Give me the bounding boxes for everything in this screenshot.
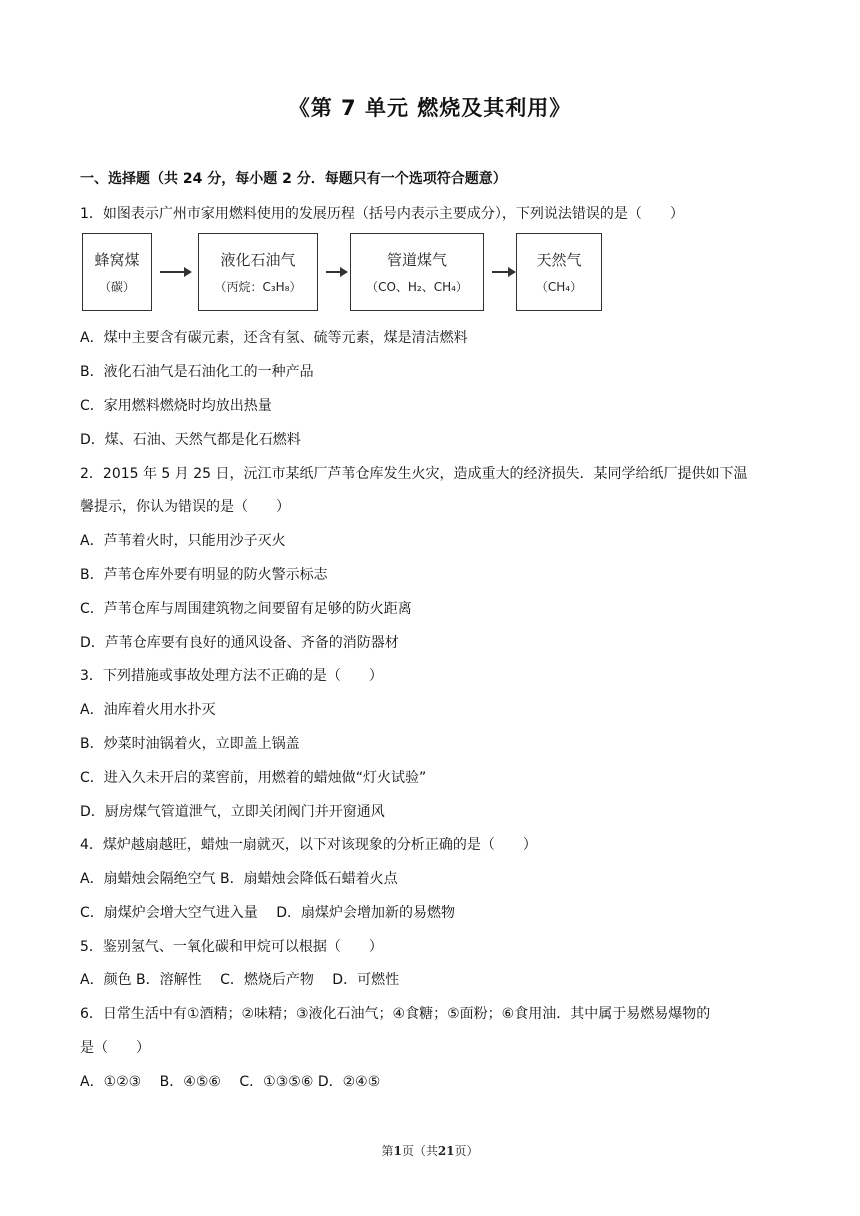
- diagram-box-name: 管道煤气: [386, 251, 447, 269]
- diagram-box-sub: （CH₄）: [535, 280, 583, 294]
- page-title: 《第 7 单元 燃烧及其利用》: [288, 96, 572, 120]
- q6-stem-line1: 6．日常生活中有①酒精；②味精；③液化石油气；④食糖；⑤面粉；⑥食用油．其中属于易燃易爆物的: [80, 1006, 711, 1022]
- diagram-box-sub: （丙烷：C₃H₈）: [214, 280, 302, 294]
- q6-options-row: A．①②③ B．④⑤⑥ C．①③⑤⑥ D．②④⑤: [80, 1074, 381, 1090]
- q3-stem: 3．下列措施或事故处理方法不正确的是（ ）: [80, 668, 383, 684]
- q5-options-row: A．颜色 B．溶解性 C．燃烧后产物 D．可燃性: [80, 972, 400, 988]
- diagram-box-sub: （CO、H₂、CH₄）: [366, 280, 468, 294]
- q1-option-d: D．煤、石油、天然气都是化石燃料: [80, 432, 301, 448]
- q4-stem: 4．煤炉越扇越旺，蜡烛一扇就灭，以下对该现象的分析正确的是（ ）: [80, 837, 537, 853]
- q5-stem: 5．鉴别氢气、一氧化碳和甲烷可以根据（ ）: [80, 939, 383, 955]
- diagram-box-sub: （碳）: [98, 280, 135, 294]
- q3-option-c: C．进入久未开启的菜窖前，用燃着的蜡烛做“灯火试验”: [80, 770, 427, 786]
- footer-mid: 页（共: [401, 1144, 438, 1158]
- q1-stem: 1．如图表示广州市家用燃料使用的发展历程（括号内表示主要成分），下列说法错误的是（ ）: [80, 206, 684, 222]
- footer-prefix: 第: [381, 1144, 394, 1158]
- q2-option-b: B．芦苇仓库外要有明显的防火警示标志: [80, 567, 328, 583]
- q3-option-a: A．油库着火用水扑灭: [80, 702, 216, 718]
- diagram-box-natural-gas: [516, 233, 602, 311]
- arrow-right-icon: [160, 271, 190, 273]
- footer-suffix: 页）: [454, 1144, 479, 1158]
- arrow-right-icon: [492, 271, 514, 273]
- diagram-box-name: 蜂窝煤: [94, 251, 140, 269]
- q1-option-c: C．家用燃料燃烧时均放出热量: [80, 398, 272, 414]
- diagram-box-lpg: [198, 233, 318, 311]
- page-footer: [0, 1142, 860, 1159]
- q4-options-row2: C．扇煤炉会增大空气进入量 D．扇煤炉会增加新的易燃物: [80, 905, 456, 921]
- q6-stem-line2: 是（ ）: [80, 1040, 150, 1056]
- q4-options-row1: A．扇蜡烛会隔绝空气 B．扇蜡烛会降低石蜡着火点: [80, 871, 398, 887]
- q3-option-b: B．炒菜时油锅着火，立即盖上锅盖: [80, 736, 300, 752]
- q2-stem-line2: 馨提示，你认为错误的是（ ）: [80, 499, 290, 515]
- footer-total-pages: 21: [437, 1144, 455, 1158]
- diagram-box-name: 天然气: [536, 251, 582, 269]
- diagram-box-name: 液化石油气: [220, 251, 296, 269]
- q1-option-b: B．液化石油气是石油化工的一种产品: [80, 364, 314, 380]
- section-heading: 一、选择题（共 24 分，每小题 2 分．每题只有一个选项符合题意）: [80, 171, 507, 187]
- arrow-right-icon: [326, 271, 346, 273]
- q3-option-d: D．厨房煤气管道泄气，立即关闭阀门并开窗通风: [80, 804, 385, 820]
- diagram-box-pipeline-gas: [350, 233, 484, 311]
- diagram-box-honeycomb-coal: [82, 233, 152, 311]
- q2-option-d: D．芦苇仓库要有良好的通风设备、齐备的消防器材: [80, 635, 399, 651]
- footer-page-number: 1: [393, 1144, 402, 1158]
- q2-option-c: C．芦苇仓库与周围建筑物之间要留有足够的防火距离: [80, 601, 412, 617]
- fuel-development-diagram: [82, 233, 602, 315]
- q2-option-a: A．芦苇着火时，只能用沙子灭火: [80, 533, 286, 549]
- q2-stem-line1: 2．2015 年 5 月 25 日，沅江市某纸厂芦苇仓库发生火灾，造成重大的经济损失．某同学给纸厂提供如下温: [80, 466, 748, 482]
- q1-option-a: A．煤中主要含有碳元素，还含有氢、硫等元素，煤是清洁燃料: [80, 330, 468, 346]
